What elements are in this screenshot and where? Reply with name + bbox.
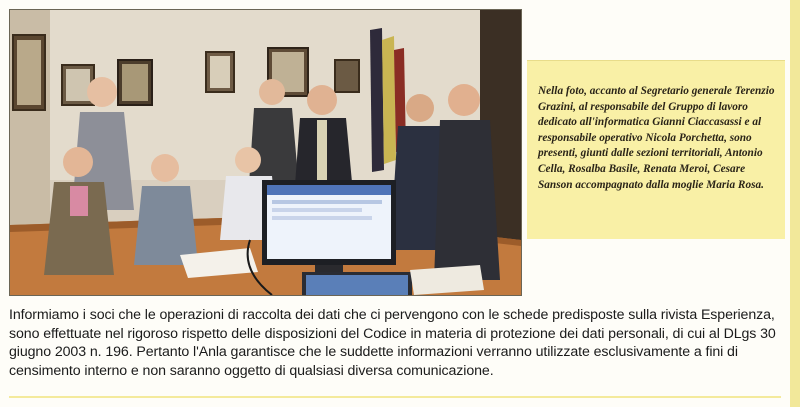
divider xyxy=(9,396,781,398)
group-photo-illustration xyxy=(10,10,521,295)
privacy-notice-paragraph: Informiamo i soci che le operazioni di raccolta dei dati che ci pervengono con le schede predisposte sulla rivista Esperienza, sono effettuate nel rigoroso rispetto delle disposizioni del Codice in materia di protezione dei dati personali, di cui al DLgs 30 giugno 2003 n. 196. Pertanto l'Anla garantisce che le suddette informazioni verranno utilizzate esclusivamente a fini di censimento interno e non saranno oggetto di qualsiasi diversa comunicazione. xyxy=(9,307,776,379)
photo-caption: Nella foto, accanto al Segretario generale Terenzio Grazini, al responsabile del Gruppo di lavoro dedicato all'informatica Gianni Ciaccasassi e al responsabile operativo Nicola Porchetta, sono presenti, giunti dalle sezioni territoriali, Antonio Cella, Rosalba Basile, Renata Meroi, Cesare Sanson accompagnato dalla moglie Maria Rosa. xyxy=(538,85,775,191)
accent-strip xyxy=(790,0,800,407)
group-photo xyxy=(9,9,522,296)
